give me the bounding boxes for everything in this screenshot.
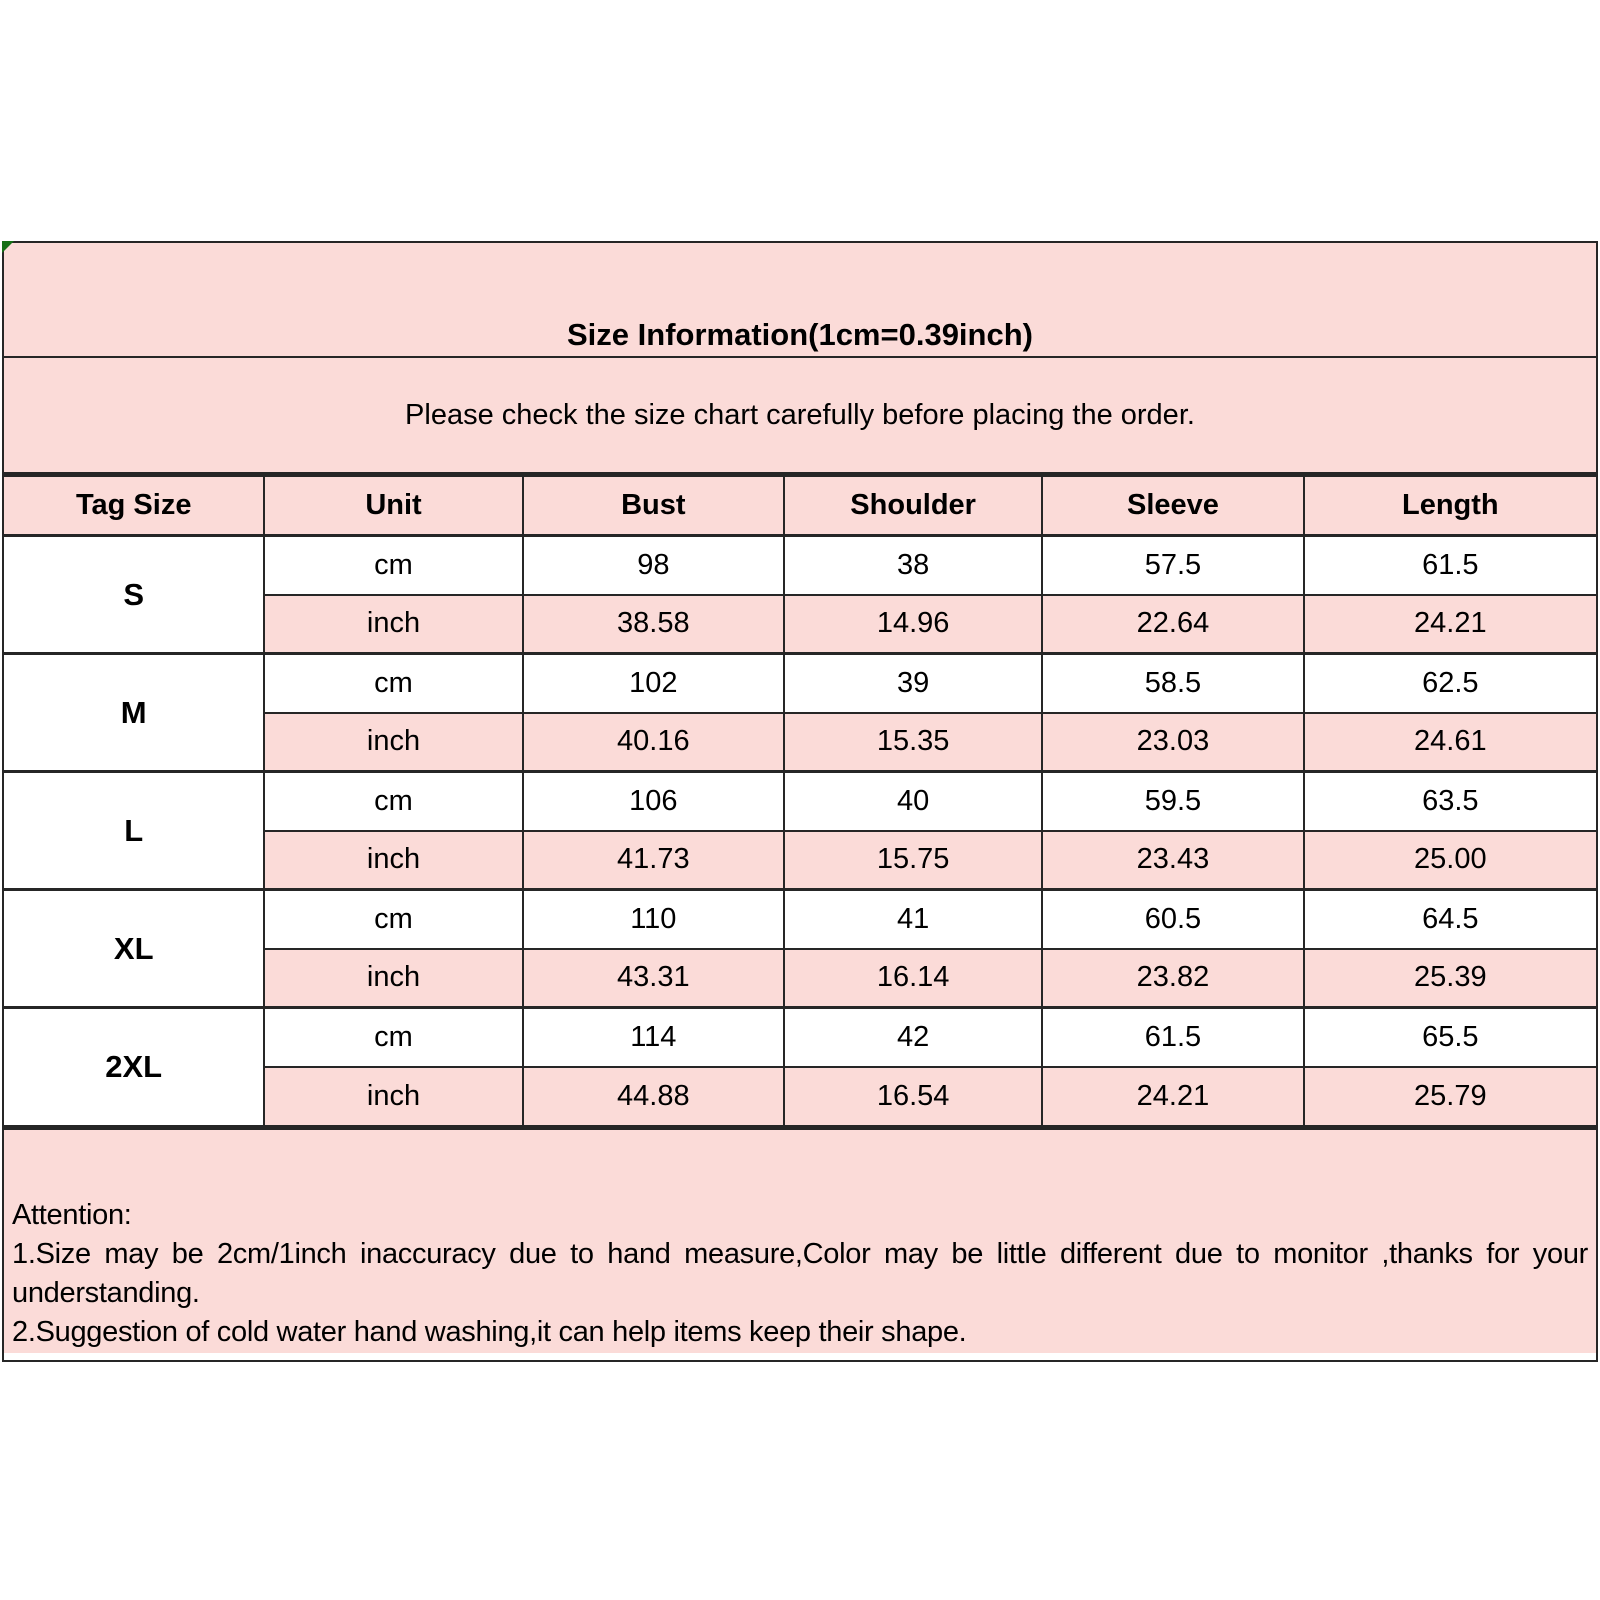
- measurement-cell: 102: [523, 654, 784, 713]
- measurement-cell: 22.64: [1042, 595, 1303, 654]
- unit-label: cm: [264, 654, 522, 713]
- column-header-bust: Bust: [523, 476, 784, 536]
- measurement-cell: 57.5: [1042, 536, 1303, 595]
- table-row: [3, 654, 1597, 713]
- measurement-cell: 25.00: [1304, 831, 1597, 890]
- table-row: [3, 772, 1597, 831]
- measurement-cell: 59.5: [1042, 772, 1303, 831]
- attention-heading: Attention:: [12, 1198, 132, 1231]
- measurement-cell: 110: [523, 890, 784, 949]
- attention-section: [2, 1127, 1598, 1362]
- measurement-cell: 40.16: [523, 713, 784, 772]
- size-label: S: [3, 536, 264, 654]
- measurement-cell: 41: [784, 890, 1042, 949]
- unit-label: inch: [264, 713, 522, 772]
- measurement-cell: 40: [784, 772, 1042, 831]
- measurement-cell: 25.39: [1304, 949, 1597, 1008]
- measurement-cell: 16.54: [784, 1067, 1042, 1126]
- unit-label: inch: [264, 831, 522, 890]
- unit-label: inch: [264, 595, 522, 654]
- unit-label: inch: [264, 949, 522, 1008]
- measurement-cell: 16.14: [784, 949, 1042, 1008]
- attention-note-2: 2.Suggestion of cold water hand washing,it can help items keep their shape.: [12, 1315, 967, 1348]
- measurement-cell: 39: [784, 654, 1042, 713]
- measurement-cell: 114: [523, 1008, 784, 1067]
- title-row: [2, 241, 1598, 358]
- measurement-cell: 98: [523, 536, 784, 595]
- measurement-cell: 25.79: [1304, 1067, 1597, 1126]
- column-header-tag-size: Tag Size: [3, 476, 264, 536]
- column-header-sleeve: Sleeve: [1042, 476, 1303, 536]
- measurement-cell: 15.75: [784, 831, 1042, 890]
- measurement-cell: 44.88: [523, 1067, 784, 1126]
- measurement-cell: 24.21: [1304, 595, 1597, 654]
- column-header-length: Length: [1304, 476, 1597, 536]
- green-corner-mark-icon: [2, 241, 14, 253]
- measurement-cell: 23.03: [1042, 713, 1303, 772]
- measurement-cell: 65.5: [1304, 1008, 1597, 1067]
- size-label: M: [3, 654, 264, 772]
- measurement-cell: 58.5: [1042, 654, 1303, 713]
- measurement-cell: 61.5: [1304, 536, 1597, 595]
- attention-note-1: 1.Size may be 2cm/1inch inaccuracy due to hand measure,Color may be little different due to monitor ,thanks for your understanding.: [12, 1237, 1588, 1309]
- measurement-cell: 64.5: [1304, 890, 1597, 949]
- unit-label: inch: [264, 1067, 522, 1126]
- measurement-cell: 23.82: [1042, 949, 1303, 1008]
- measurement-cell: 24.21: [1042, 1067, 1303, 1126]
- unit-label: cm: [264, 890, 522, 949]
- measurement-cell: 14.96: [784, 595, 1042, 654]
- measurement-cell: 42: [784, 1008, 1042, 1067]
- column-header-shoulder: Shoulder: [784, 476, 1042, 536]
- chart-title: Size Information(1cm=0.39inch): [567, 317, 1033, 352]
- measurement-cell: 23.43: [1042, 831, 1303, 890]
- table-row: [3, 536, 1597, 595]
- measurement-cell: 38.58: [523, 595, 784, 654]
- size-label: L: [3, 772, 264, 890]
- measurement-cell: 60.5: [1042, 890, 1303, 949]
- size-label: XL: [3, 890, 264, 1008]
- measurement-cell: 24.61: [1304, 713, 1597, 772]
- measurement-cell: 38: [784, 536, 1042, 595]
- size-table: [2, 474, 1598, 1127]
- unit-label: cm: [264, 536, 522, 595]
- unit-label: cm: [264, 772, 522, 831]
- subtitle-row: [2, 358, 1598, 474]
- measurement-cell: 106: [523, 772, 784, 831]
- column-header-unit: Unit: [264, 476, 522, 536]
- chart-subtitle: Please check the size chart carefully before placing the order.: [405, 398, 1195, 431]
- size-chart-panel: [2, 241, 1598, 1353]
- measurement-cell: 62.5: [1304, 654, 1597, 713]
- measurement-cell: 15.35: [784, 713, 1042, 772]
- unit-label: cm: [264, 1008, 522, 1067]
- measurement-cell: 41.73: [523, 831, 784, 890]
- table-row: [3, 1008, 1597, 1067]
- size-label: 2XL: [3, 1008, 264, 1126]
- table-row: [3, 890, 1597, 949]
- measurement-cell: 43.31: [523, 949, 784, 1008]
- measurement-cell: 63.5: [1304, 772, 1597, 831]
- header-row: [3, 476, 1597, 536]
- measurement-cell: 61.5: [1042, 1008, 1303, 1067]
